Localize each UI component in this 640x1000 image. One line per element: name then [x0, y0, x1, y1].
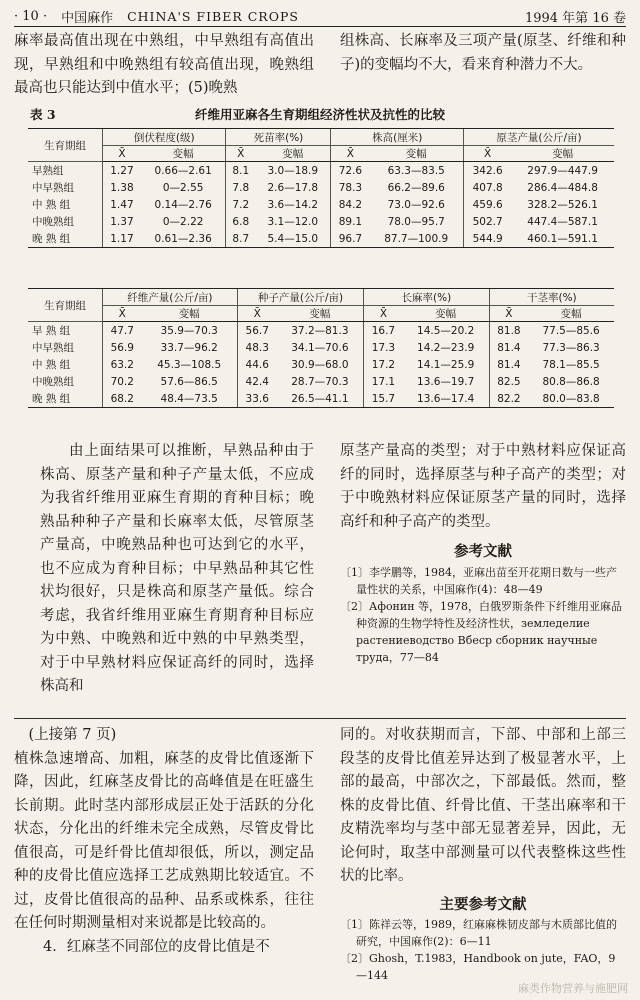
- mean-cell: 48.3: [237, 339, 276, 356]
- range-cell: 78.1—85.5: [542, 358, 600, 371]
- mean-header: X̄: [364, 306, 403, 322]
- top-right-column: [340, 30, 626, 77]
- range-cell: 3.0—18.9: [267, 164, 319, 177]
- mean-cell: 502.7: [464, 213, 512, 230]
- range-cell: 77.5—85.6: [542, 324, 600, 337]
- range-header: 变幅: [277, 306, 364, 322]
- range-cell: 33.7—96.2: [160, 341, 218, 354]
- range-header: 变幅: [511, 146, 614, 162]
- stage-cell: 中 熟 组: [32, 199, 71, 211]
- table-row: [28, 322, 614, 340]
- mean-cell: 1.17: [103, 230, 141, 248]
- table-row: [28, 213, 614, 230]
- stage-cell: 中晚熟组: [32, 376, 74, 388]
- range-cell: 14.2—23.9: [417, 341, 475, 354]
- range-cell: 14.1—25.9: [417, 358, 475, 371]
- bottom-right-paragraph: 同的。对收获期而言，下部、中部和上部三段茎的皮骨比值差异达到了极显著水平，上部的最高，中部次之，下部最低。然而，整株的皮骨比值、纤骨比值、干茎出麻率和干皮精洗率均与茎中部无显著差异，因此，无论何时，取茎中部测量可以代表整株这些性状的比率。: [340, 727, 626, 884]
- group-header: 纤维产量(公斤/亩): [103, 289, 238, 306]
- range-cell: 80.8—86.8: [542, 375, 600, 388]
- range-header: 变幅: [255, 146, 331, 162]
- middle-right-paragraph: 原茎产量高的类型；对于中熟材料应保证高纤的同时，选择原茎与种子高产的类型；对于中晚熟材料应保证原茎产量的同时，选择高纤和种子高产的类型。: [340, 443, 626, 530]
- table-caption: [30, 104, 610, 124]
- range-cell: 5.4—15.0: [255, 230, 331, 248]
- group-header: 株高(厘米): [331, 129, 464, 146]
- mean-header: X̄: [237, 306, 276, 322]
- watermark-text: 麻类作物营养与施肥网: [518, 982, 628, 995]
- range-header: 变幅: [528, 306, 614, 322]
- range-cell: 3.6—14.2: [267, 198, 319, 211]
- range-cell: 26.5—41.1: [277, 390, 364, 408]
- mean-cell: 544.9: [464, 230, 512, 248]
- range-cell: 37.2—81.3: [291, 324, 349, 337]
- mean-cell: 81.4: [489, 356, 528, 373]
- range-header: 变幅: [369, 146, 463, 162]
- middle-left-paragraph: 由上面结果可以推断，早熟品种由于株高、原茎产量和种子产量太低，不应成为我省纤维用亚麻生育期的育种目标；晚熟品种种子产量和长麻率太低，尽管原茎产量高，中晚熟品种也可达到它的水平，也不应成为育种目标；中早熟品种其它性状均很好，只是株高和原茎产量低。综合考虑，我省纤维用亚麻生育期育种目标应为中熟、中晚熟和近中熟的中早熟类型，对于中早熟材料应保证高纤的同时，选择株高和: [40, 443, 314, 694]
- reference-item: 〔1〕陈祥云等，1989，红麻麻株韧皮部与木质部比值的研究，中国麻作(2)：6—11: [340, 918, 617, 948]
- mean-cell: 82.2: [489, 390, 528, 408]
- group-header: 种子产量(公斤/亩): [237, 289, 363, 306]
- mean-cell: 72.6: [331, 162, 369, 180]
- section-divider: [14, 718, 626, 719]
- mean-cell: 8.7: [226, 230, 255, 248]
- range-cell: 80.0—83.8: [528, 390, 614, 408]
- mean-header: X̄: [103, 306, 142, 322]
- mean-cell: 89.1: [331, 213, 369, 230]
- range-cell: 77.3—86.3: [542, 341, 600, 354]
- stage-cell: 晚 熟 组: [28, 390, 103, 408]
- mean-cell: 6.8: [226, 213, 255, 230]
- top-left-paragraph: 麻率最高值出现在中熟组，中早熟组有高值出现，早熟组和中晚熟组有较高值出现，晚熟组最高也只能达到中值水平；(5)晚熟: [14, 33, 314, 96]
- mean-cell: 17.1: [364, 373, 403, 390]
- range-cell: 0.14—2.76: [154, 198, 212, 211]
- item-4-paragraph: 4．红麻茎不同部位的皮骨比值是不: [43, 938, 270, 955]
- mean-cell: 47.7: [103, 322, 142, 340]
- stage-cell: 晚 熟 组: [28, 230, 103, 248]
- mean-header: X̄: [226, 146, 255, 162]
- range-cell: 63.3—83.5: [387, 164, 445, 177]
- range-header: 变幅: [141, 146, 226, 162]
- running-header: [14, 6, 626, 27]
- mean-cell: 459.6: [464, 196, 512, 213]
- middle-right-column: [340, 440, 626, 666]
- stage-cell: 早 熟 组: [32, 325, 71, 337]
- range-cell: 286.4—484.8: [527, 181, 598, 194]
- mean-cell: 342.6: [464, 162, 512, 180]
- range-cell: 0.66—2.61: [154, 164, 212, 177]
- mean-cell: 56.7: [237, 322, 276, 340]
- range-cell: 73.0—92.6: [387, 198, 445, 211]
- range-cell: 0.61—2.36: [141, 230, 226, 248]
- stage-header: 生育期组: [28, 289, 103, 322]
- bottom-right-column: [340, 724, 626, 984]
- table-row: [28, 196, 614, 213]
- references-title: 参考文献: [454, 543, 512, 560]
- range-cell: 34.1—70.6: [291, 341, 349, 354]
- mean-cell: 17.3: [364, 339, 403, 356]
- group-header: 干茎率(%): [489, 289, 614, 306]
- range-cell: 3.1—12.0: [267, 215, 319, 228]
- reference-item: 〔2〕Ghosh，T.1983，Handbook on jute，FAO，9—144: [340, 952, 616, 982]
- range-cell: 30.9—68.0: [291, 358, 349, 371]
- range-cell: 35.9—70.3: [160, 324, 218, 337]
- table-row: [28, 339, 614, 356]
- range-cell: 460.1—591.1: [511, 230, 614, 248]
- stage-cell: 中晚熟组: [32, 216, 74, 228]
- range-cell: 66.2—89.6: [387, 181, 445, 194]
- range-header: 变幅: [403, 306, 489, 322]
- mean-cell: 78.3: [331, 179, 369, 196]
- range-cell: 87.7—100.9: [369, 230, 463, 248]
- table-row: [28, 390, 614, 408]
- stage-cell: 中早熟组: [32, 342, 74, 354]
- top-left-column: [14, 30, 314, 101]
- range-cell: 328.2—526.1: [527, 198, 598, 211]
- bottom-left-paragraph: 植株急速增高、加粗，麻茎的皮骨比值逐渐下降，因此，红麻茎皮骨比的高峰值是在旺盛生长前期。此时茎内部形成层正处于活跃的分化状态，分化出的纤维未完全成熟，尽管皮骨比值很高，可是纤骨比值却很低，所以，测定品种的皮骨比值应选择工艺成熟期比较适宜。不过，皮骨比值很高的品种、品系或株系，往往在任何时期测量相对来说都是比较高的。: [14, 750, 314, 931]
- range-cell: 14.5—20.2: [417, 324, 475, 337]
- stage-cell: 中早熟组: [32, 182, 74, 194]
- mean-cell: 16.7: [364, 322, 403, 340]
- mean-header: X̄: [331, 146, 369, 162]
- range-cell: 45.3—108.5: [157, 358, 222, 371]
- middle-left-column: [40, 440, 314, 699]
- table-title: 纤维用亚麻各生育期组经济性状及抗性的比较: [194, 107, 445, 122]
- group-header: 长麻率(%): [364, 289, 489, 306]
- main-references-title: 主要参考文献: [439, 895, 527, 913]
- issue-info: 1994 年第 16 卷: [524, 10, 626, 26]
- range-cell: 48.4—73.5: [142, 390, 238, 408]
- range-cell: 28.7—70.3: [291, 375, 349, 388]
- mean-cell: 63.2: [103, 356, 142, 373]
- mean-cell: 407.8: [464, 179, 512, 196]
- range-cell: 0—2.55: [162, 181, 204, 194]
- mean-cell: 96.7: [331, 230, 369, 248]
- mean-cell: 81.8: [489, 322, 528, 340]
- range-cell: 57.6—86.5: [160, 375, 218, 388]
- continuation-note: (上接第 7 页): [28, 727, 117, 743]
- group-header: 原茎产量(公斤/亩): [464, 129, 614, 146]
- table-row: [28, 162, 614, 180]
- page-number: · 10 ·: [14, 8, 48, 24]
- mean-cell: 7.2: [226, 196, 255, 213]
- mean-cell: 1.38: [103, 179, 141, 196]
- range-cell: 13.6—17.4: [403, 390, 489, 408]
- group-header: 死苗率(%): [226, 129, 331, 146]
- mean-header: X̄: [103, 146, 141, 162]
- table-part-1: [28, 128, 614, 248]
- mean-cell: 56.9: [103, 339, 142, 356]
- mean-cell: 82.5: [489, 373, 528, 390]
- range-cell: 447.4—587.1: [527, 215, 598, 228]
- mean-cell: 81.4: [489, 339, 528, 356]
- mean-cell: 17.2: [364, 356, 403, 373]
- range-cell: 0—2.22: [162, 215, 204, 228]
- table-row: [28, 356, 614, 373]
- mean-cell: 8.1: [226, 162, 255, 180]
- mean-cell: 7.8: [226, 179, 255, 196]
- mean-cell: 1.37: [103, 213, 141, 230]
- reference-item: 〔1〕李学鹏等，1984，亚麻出苗至开花期日数与一些产量性状的关系，中国麻作(4)：48—49: [340, 565, 617, 596]
- journal-title-en: CHINA'S FIBER CROPS: [127, 8, 299, 24]
- range-cell: 78.0—95.7: [387, 215, 445, 228]
- table-number: 表 3: [30, 107, 56, 122]
- table-row: [28, 230, 614, 248]
- stage-header: 生育期组: [28, 129, 103, 162]
- table-part-2: [28, 288, 614, 408]
- stage-cell: 中 熟 组: [32, 359, 71, 371]
- stage-cell: 早熟组: [32, 165, 64, 177]
- range-cell: 13.6—19.7: [417, 375, 475, 388]
- mean-cell: 15.7: [364, 390, 403, 408]
- mean-cell: 84.2: [331, 196, 369, 213]
- mean-cell: 1.27: [103, 162, 141, 180]
- mean-cell: 33.6: [237, 390, 276, 408]
- bottom-left-column: [14, 724, 314, 959]
- mean-header: X̄: [464, 146, 512, 162]
- top-right-paragraph: 组株高、长麻率及三项产量(原茎、纤维和种子)的变幅均不大，看来育种潜力不大。: [340, 33, 626, 73]
- range-header: 变幅: [142, 306, 238, 322]
- mean-header: X̄: [489, 306, 528, 322]
- range-cell: 297.9—447.9: [527, 164, 598, 177]
- reference-item: 〔2〕Афонин 等，1978，白俄罗斯条件下纤维用亚麻品种资源的生物学特性及经济性状，земледелие растениеводство Вбесp сборник научные труда，77—84: [340, 599, 623, 664]
- group-header: 倒伏程度(级): [103, 129, 226, 146]
- table-row: [28, 373, 614, 390]
- table-row: [28, 179, 614, 196]
- mean-cell: 1.47: [103, 196, 141, 213]
- mean-cell: 42.4: [237, 373, 276, 390]
- mean-cell: 44.6: [237, 356, 276, 373]
- mean-cell: 68.2: [103, 390, 142, 408]
- journal-title-cn: 中国麻作: [61, 10, 114, 26]
- mean-cell: 70.2: [103, 373, 142, 390]
- range-cell: 2.6—17.8: [267, 181, 319, 194]
